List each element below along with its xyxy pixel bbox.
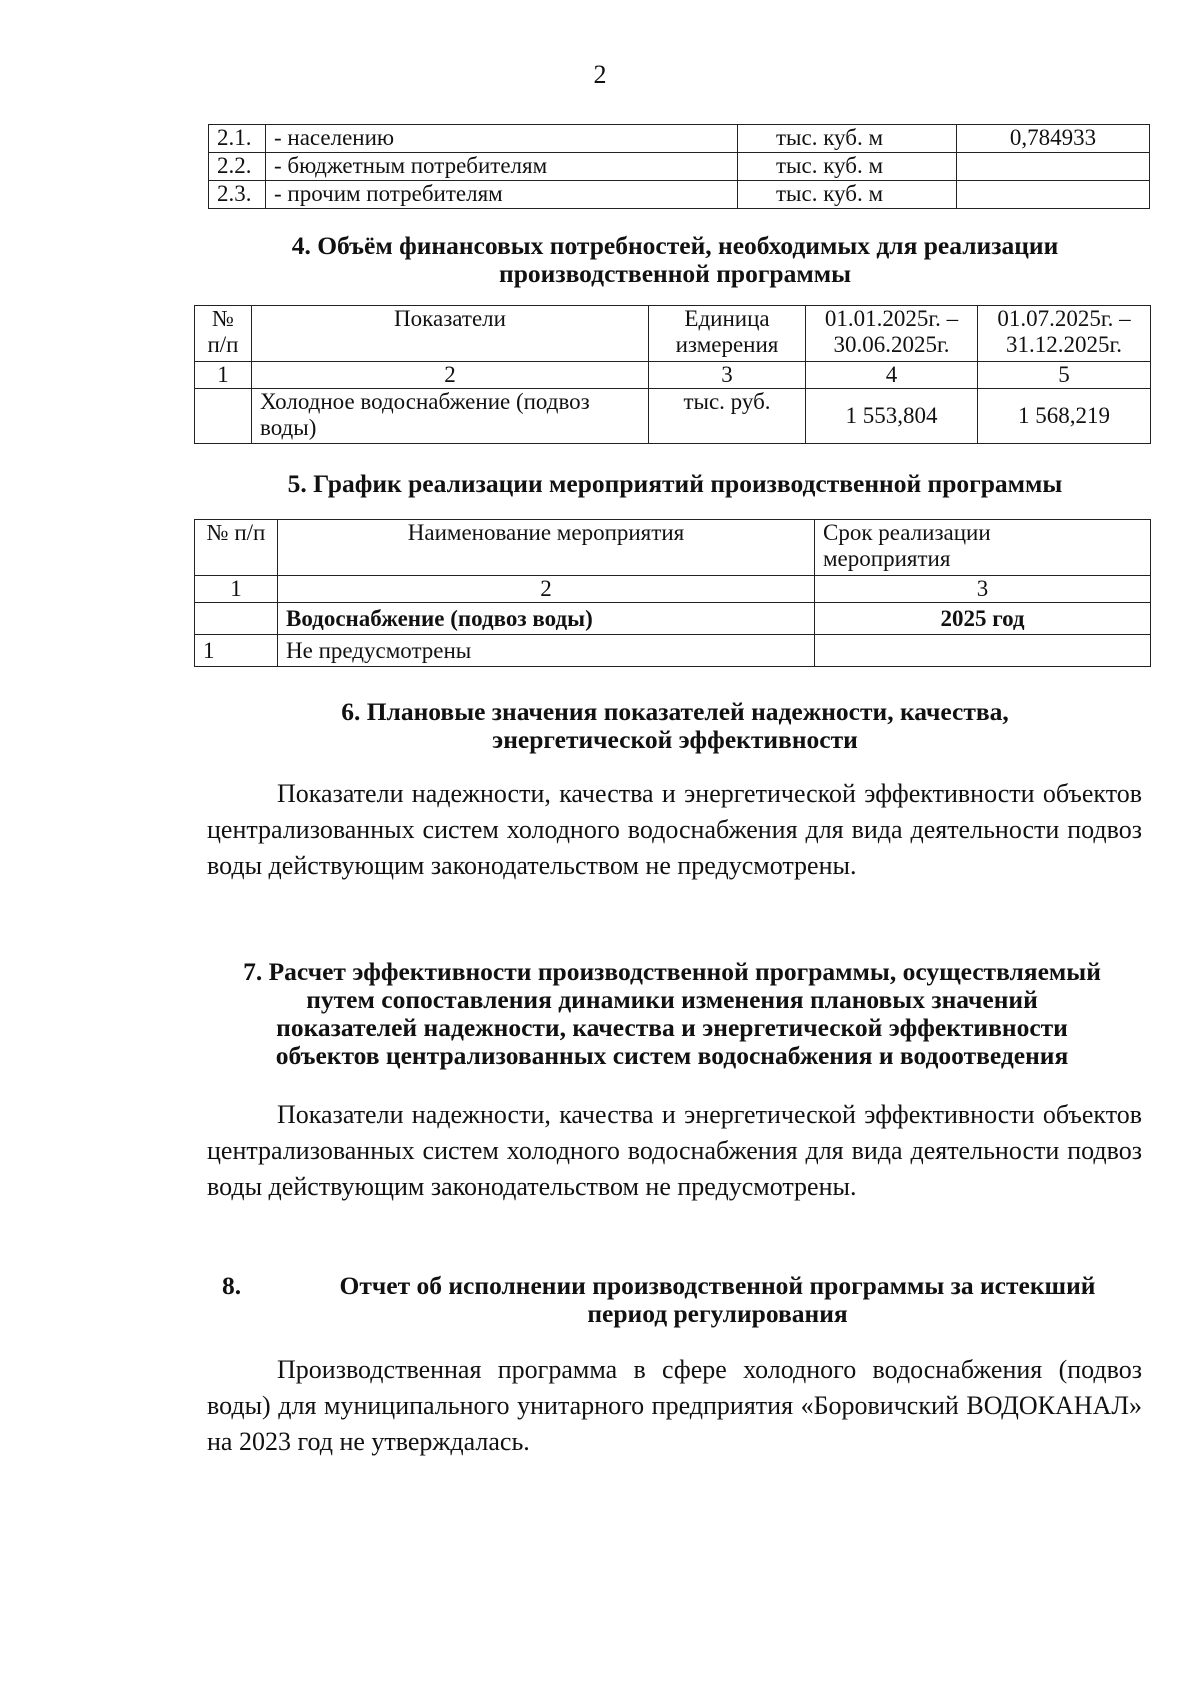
table-header-row: № п/п Наименование мероприятия Срок реализации мероприятия (195, 520, 1151, 576)
volume-table (208, 124, 1150, 209)
section-8-title: Отчет об исполнении производственной программы за истекший период регулирования (339, 1271, 1096, 1328)
section-6-title: 6. Плановые значения показателей надежности, качества, энергетической эффективности (341, 697, 1009, 754)
table-row: Водоснабжение (подвоз воды) 2025 год (195, 603, 1151, 635)
table-row: 1 2 3 4 5 (195, 362, 1151, 389)
section-8-text: Производственная программа в сфере холодного водоснабжения (подвоз воды) для муниципального унитарного предприятия «Боровичский ВОДОКАНАЛ» на 2023 год не утверждалась. (207, 1355, 1142, 1456)
section-6-text: Показатели надежности, качества и энергетической эффективности объектов централизованных систем холодного водоснабжения для вида деятельности подвоз воды действующим законодательством не предусмотрены. (207, 779, 1142, 880)
table-row: 2.1. - населению тыс. куб. м 0,784933 (209, 125, 1150, 153)
section-4-title: 4. Объём финансовых потребностей, необходимых для реализации производственной программы (291, 231, 1059, 288)
table-header-row: № п/п Показатели Единица измерения 01.01.2025г. – 30.06.2025г. 01.07.2025г. – 31.12.2025г. (195, 306, 1151, 362)
section-7-title: 7. Расчет эффективности производственной программы, осуществляемый путем сопоставления динамики изменения плановых значений показателей надежности, качества и энергетической эффективности объектов централизованных систем водоснабжения и водоотведения (243, 957, 1101, 1070)
financial-table (194, 305, 1151, 444)
table-row: 2.3. - прочим потребителям тыс. куб. м (209, 181, 1150, 209)
schedule-table (194, 519, 1151, 667)
page-number: 2 (593, 60, 607, 89)
section-8-number: 8. (222, 1271, 242, 1300)
section-5-title: 5. График реализации мероприятий производственной программы (287, 469, 1063, 498)
table-row: 1 Не предусмотрены (195, 635, 1151, 667)
table-row: 1 2 3 (195, 576, 1151, 603)
section-7-text: Показатели надежности, качества и энергетической эффективности объектов централизованных систем холодного водоснабжения для вида деятельности подвоз воды действующим законодательством не предусмотрены. (207, 1100, 1142, 1201)
table-row: Холодное водоснабжение (подвоз воды) тыс. руб. 1 553,804 1 568,219 (195, 389, 1151, 444)
table-row: 2.2. - бюджетным потребителям тыс. куб. м (209, 153, 1150, 181)
